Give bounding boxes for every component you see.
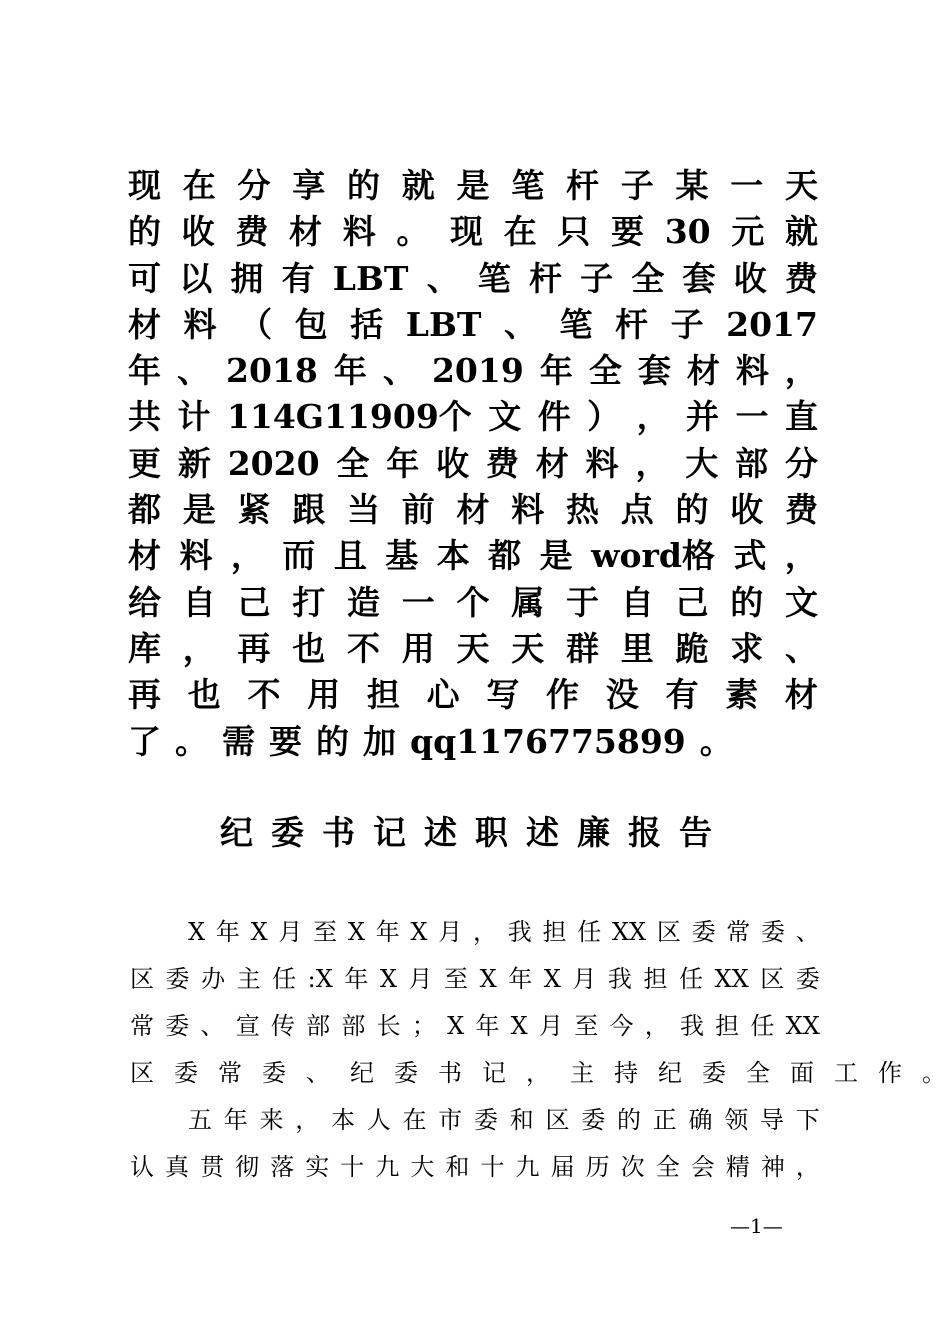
- text-token: 现: [128, 166, 161, 205]
- text-token: 实: [305, 1153, 330, 1181]
- text-token: 、: [426, 258, 460, 298]
- text-token: 就: [785, 212, 818, 252]
- text-token: 直: [784, 397, 818, 437]
- text-token: 月: [278, 918, 303, 946]
- text-token: 大: [410, 1153, 435, 1181]
- promo-line: [128, 163, 818, 209]
- text-token: 分: [237, 166, 271, 205]
- text-token: 前: [401, 490, 435, 530]
- text-token: 纪: [350, 1059, 374, 1087]
- text-token: XX: [611, 918, 647, 946]
- text-token: 30: [664, 212, 711, 252]
- text-token: 确: [688, 1106, 713, 1134]
- text-token: 、: [200, 1012, 225, 1040]
- text-token: 天: [785, 166, 818, 205]
- text-token: 就: [401, 166, 435, 205]
- promo-line: [128, 672, 818, 718]
- text-token: 。: [922, 1059, 946, 1087]
- text-token: :X: [307, 965, 333, 993]
- text-token: 打: [292, 582, 326, 622]
- text-token: 于: [566, 582, 599, 622]
- text-token: ，: [636, 397, 670, 437]
- body-line: [130, 1051, 946, 1098]
- text-token: 委: [165, 1012, 190, 1040]
- text-token: X: [479, 965, 497, 993]
- text-token: 计: [177, 397, 211, 437]
- promo-line: [128, 533, 818, 579]
- text-token: 、: [382, 351, 416, 391]
- text-token: 是: [182, 490, 216, 530]
- text-token: 彻: [235, 1153, 260, 1181]
- text-token: 杆: [566, 166, 599, 205]
- text-token: 一: [730, 166, 764, 205]
- promo-line: [128, 487, 818, 533]
- text-token: 委: [394, 1059, 418, 1087]
- text-token: 要: [611, 212, 645, 252]
- text-token: 本: [331, 1106, 355, 1134]
- text-token: 个: [456, 582, 490, 622]
- text-token: 料: [735, 351, 769, 391]
- text-token: 认: [130, 1153, 154, 1181]
- text-token: 造: [347, 582, 380, 622]
- text-token: 用: [307, 675, 341, 715]
- text-token: 委: [474, 1106, 498, 1134]
- text-token: 。: [699, 721, 733, 761]
- text-token: LBT: [405, 304, 482, 344]
- text-token: 要: [269, 721, 302, 761]
- text-token: 套: [682, 258, 716, 298]
- text-token: 委: [795, 965, 820, 993]
- text-token: ，: [526, 1059, 550, 1087]
- text-token: word格: [591, 536, 715, 576]
- text-token: 部: [306, 1012, 331, 1040]
- text-token: 年: [475, 1012, 500, 1040]
- text-token: 没: [605, 675, 639, 715]
- promo-line: [128, 209, 818, 255]
- text-token: ，: [230, 536, 264, 576]
- text-token: 委: [761, 918, 786, 946]
- text-token: 全: [588, 351, 622, 391]
- text-token: 不: [247, 675, 281, 715]
- text-token: 2019: [431, 351, 524, 391]
- promo-line: [128, 719, 818, 765]
- text-token: 工: [834, 1059, 858, 1087]
- text-token: 材: [535, 443, 569, 483]
- text-token: 求: [730, 628, 764, 668]
- text-token: 料: [179, 536, 213, 576]
- text-token: 都: [128, 490, 161, 530]
- text-token: 记: [482, 1059, 506, 1087]
- text-token: 费: [235, 212, 269, 252]
- text-token: 再: [237, 628, 271, 668]
- text-token: 给: [128, 582, 161, 622]
- text-token: 天: [511, 628, 545, 668]
- text-token: 素: [725, 675, 759, 715]
- text-token: 114G11909个: [226, 397, 472, 437]
- text-token: ，: [182, 628, 216, 668]
- text-token: qq1176775899: [410, 721, 686, 761]
- text-token: 现: [450, 212, 484, 252]
- text-token: 热: [566, 490, 599, 530]
- promo-line: [128, 580, 818, 626]
- text-token: 。: [396, 212, 430, 252]
- text-token: 作: [546, 675, 580, 715]
- text-token: 件: [537, 397, 571, 437]
- text-token: 2018: [226, 351, 318, 391]
- text-token: 的: [617, 1106, 641, 1134]
- text-token: 任: [272, 965, 297, 993]
- text-token: 我: [607, 965, 632, 993]
- text-token: XX: [785, 1012, 820, 1040]
- text-token: 跪: [675, 628, 709, 668]
- text-token: 料: [183, 304, 217, 344]
- text-token: 材: [456, 490, 490, 530]
- text-token: 材: [289, 212, 323, 252]
- text-token: ，: [784, 536, 818, 576]
- text-token: 任: [750, 1012, 775, 1040]
- text-token: 全: [746, 1059, 770, 1087]
- text-token: 收: [733, 258, 767, 298]
- text-token: 在: [182, 166, 216, 205]
- text-token: 库: [128, 628, 161, 668]
- text-token: 年: [333, 351, 367, 391]
- text-token: ，: [295, 1106, 320, 1134]
- text-token: 区: [656, 918, 681, 946]
- text-token: X: [510, 1012, 528, 1040]
- text-token: 神: [760, 1153, 785, 1181]
- text-token: 也: [187, 675, 221, 715]
- text-token: 元: [731, 212, 765, 252]
- text-token: 、: [785, 628, 818, 668]
- text-token: 自: [620, 582, 654, 622]
- text-token: 历: [585, 1153, 610, 1181]
- promo-line: [128, 394, 818, 440]
- promo-line: [128, 348, 818, 394]
- text-token: 写: [486, 675, 520, 715]
- text-token: 并: [686, 397, 720, 437]
- text-token: （: [239, 304, 273, 344]
- text-token: 年: [215, 918, 240, 946]
- text-token: 拥: [230, 258, 264, 298]
- text-token: 在: [402, 1106, 427, 1134]
- text-token: 以: [179, 258, 213, 298]
- text-token: 区: [760, 965, 785, 993]
- text-token: 基: [385, 536, 419, 576]
- text-token: 年: [344, 965, 369, 993]
- text-token: 人: [366, 1106, 391, 1134]
- text-token: 月: [408, 965, 433, 993]
- text-token: X: [447, 1012, 465, 1040]
- text-token: 的: [347, 166, 380, 205]
- text-token: 需: [222, 721, 255, 761]
- text-token: 一: [735, 397, 769, 437]
- text-token: 委: [174, 1059, 198, 1087]
- text-token: 我: [679, 1012, 704, 1040]
- text-token: 而: [282, 536, 316, 576]
- text-token: 享: [292, 166, 326, 205]
- text-token: 区: [130, 965, 154, 993]
- text-token: 子: [580, 258, 614, 298]
- body-line: [130, 957, 820, 1004]
- text-token: 杆: [615, 304, 649, 344]
- text-token: X: [410, 918, 428, 946]
- text-token: 料: [585, 443, 619, 483]
- text-token: 传: [270, 1012, 295, 1040]
- promo-line: [128, 626, 818, 672]
- text-token: 材: [784, 675, 818, 715]
- text-token: 材: [686, 351, 720, 391]
- text-token: 里: [620, 628, 654, 668]
- text-token: 常: [130, 1012, 154, 1040]
- text-token: 、: [795, 918, 820, 946]
- text-token: 杆: [528, 258, 562, 298]
- text-token: 材: [128, 536, 161, 576]
- text-token: 心: [426, 675, 460, 715]
- text-token: 的: [730, 582, 764, 622]
- text-token: 收: [730, 490, 764, 530]
- text-token: 至: [444, 965, 469, 993]
- text-token: 年: [375, 918, 400, 946]
- text-token: 套: [637, 351, 671, 391]
- text-token: 担: [366, 675, 400, 715]
- text-token: 办: [201, 965, 226, 993]
- page-number: —1—: [730, 1214, 783, 1238]
- text-token: 九: [375, 1153, 400, 1181]
- text-token: 笔: [477, 258, 511, 298]
- text-token: 九: [515, 1153, 540, 1181]
- text-token: 属: [511, 582, 545, 622]
- text-token: 点: [620, 490, 654, 530]
- body-line: [130, 1004, 820, 1051]
- text-token: 五: [188, 1106, 212, 1134]
- text-token: 领: [724, 1106, 749, 1134]
- text-token: 任: [678, 965, 703, 993]
- text-token: 区: [545, 1106, 570, 1134]
- text-token: 是: [456, 166, 490, 205]
- text-token: 用: [401, 628, 435, 668]
- text-token: 次: [620, 1153, 645, 1181]
- text-token: 己: [237, 582, 271, 622]
- text-token: 月: [539, 1012, 563, 1040]
- text-token: 年: [128, 351, 161, 391]
- text-token: 收: [181, 212, 215, 252]
- body-paragraphs: [130, 910, 946, 1192]
- text-token: XX: [714, 965, 749, 993]
- text-token: 群: [566, 628, 599, 668]
- text-token: 全: [655, 1153, 680, 1181]
- text-token: 至: [313, 918, 338, 946]
- text-token: 来: [259, 1106, 284, 1134]
- text-token: 年: [539, 351, 573, 391]
- text-token: 笔: [559, 304, 593, 344]
- text-token: 届: [550, 1153, 575, 1181]
- text-token: 费: [784, 258, 818, 298]
- text-token: 、: [177, 351, 211, 391]
- text-token: 委: [581, 1106, 606, 1134]
- text-token: ，: [795, 1153, 820, 1181]
- text-token: ，: [784, 351, 818, 391]
- text-token: 部: [341, 1012, 366, 1040]
- text-token: 的: [316, 721, 349, 761]
- text-token: 和: [445, 1153, 470, 1181]
- text-token: 至: [574, 1012, 599, 1040]
- text-token: 市: [438, 1106, 463, 1134]
- text-token: 是: [539, 536, 573, 576]
- text-token: 子: [620, 166, 654, 205]
- text-token: 分: [784, 443, 818, 483]
- text-token: 区: [130, 1059, 154, 1087]
- text-token: 子: [670, 304, 704, 344]
- body-line: [130, 1098, 820, 1145]
- text-token: 纪: [658, 1059, 682, 1087]
- text-token: 作: [878, 1059, 902, 1087]
- text-token: ）: [587, 397, 621, 437]
- body-line: [130, 1145, 820, 1192]
- text-token: 2020: [227, 443, 320, 483]
- text-token: 料: [511, 490, 545, 530]
- text-token: 加: [363, 721, 396, 761]
- text-token: 跟: [292, 490, 326, 530]
- text-token: 费: [485, 443, 519, 483]
- text-token: 共: [128, 397, 161, 437]
- text-token: 主: [570, 1059, 594, 1087]
- text-token: 大: [685, 443, 719, 483]
- text-token: 笔: [511, 166, 545, 205]
- text-token: 的: [675, 490, 709, 530]
- text-token: 落: [270, 1153, 295, 1181]
- text-token: 包: [294, 304, 328, 344]
- text-token: 担: [715, 1012, 740, 1040]
- text-token: 今: [609, 1012, 634, 1040]
- text-token: 新: [177, 443, 211, 483]
- text-token: 不: [347, 628, 380, 668]
- text-token: 委: [702, 1059, 726, 1087]
- text-token: 2017: [726, 304, 818, 344]
- text-token: 自: [182, 582, 216, 622]
- text-token: 当: [347, 490, 380, 530]
- text-token: LBT: [332, 258, 409, 298]
- text-token: 己: [675, 582, 709, 622]
- text-token: 月: [572, 965, 597, 993]
- text-token: ，: [635, 443, 669, 483]
- text-token: X: [543, 965, 561, 993]
- text-token: X: [188, 918, 206, 946]
- text-token: ，: [472, 918, 497, 946]
- text-token: 的: [128, 212, 161, 252]
- text-token: 再: [128, 675, 161, 715]
- text-token: 十: [340, 1153, 365, 1181]
- text-token: 、: [306, 1059, 330, 1087]
- promo-paragraph: [128, 163, 818, 765]
- text-token: 年: [223, 1106, 248, 1134]
- text-token: 某: [675, 166, 709, 205]
- text-token: X: [379, 965, 397, 993]
- text-token: 一: [401, 582, 435, 622]
- text-token: 天: [456, 628, 490, 668]
- text-token: 本: [436, 536, 470, 576]
- text-token: 收: [436, 443, 470, 483]
- text-token: 了: [128, 721, 161, 761]
- text-token: 导: [760, 1106, 784, 1134]
- text-token: ，: [644, 1012, 669, 1040]
- text-token: 委: [262, 1059, 286, 1087]
- text-token: 且: [333, 536, 367, 576]
- text-token: 有: [281, 258, 315, 298]
- text-token: 更: [128, 443, 161, 483]
- text-token: 括: [350, 304, 384, 344]
- text-token: 贯: [200, 1153, 225, 1181]
- text-token: 我: [507, 918, 532, 946]
- body-line: [130, 910, 820, 957]
- text-token: 书: [438, 1059, 462, 1087]
- text-token: 年: [386, 443, 420, 483]
- text-token: 费: [785, 490, 818, 530]
- text-token: 文: [785, 582, 818, 622]
- text-token: 面: [790, 1059, 814, 1087]
- text-token: 料: [342, 212, 376, 252]
- promo-line: [128, 441, 818, 487]
- text-token: 常: [218, 1059, 242, 1087]
- text-token: ；: [411, 1012, 436, 1040]
- text-token: 担: [643, 965, 668, 993]
- text-token: 委: [691, 918, 716, 946]
- text-token: 式: [733, 536, 767, 576]
- text-token: 宣: [235, 1012, 260, 1040]
- text-token: 可: [128, 258, 161, 298]
- text-token: 正: [652, 1106, 677, 1134]
- text-token: 下: [795, 1106, 820, 1134]
- text-token: 。: [175, 721, 208, 761]
- text-token: X: [347, 918, 365, 946]
- text-token: 、: [503, 304, 537, 344]
- text-token: 全: [336, 443, 370, 483]
- text-token: 年: [508, 965, 533, 993]
- text-token: 十: [480, 1153, 505, 1181]
- text-token: 任: [577, 918, 602, 946]
- text-token: 委: [165, 965, 190, 993]
- text-token: 精: [725, 1153, 750, 1181]
- promo-line: [128, 302, 818, 348]
- text-token: 主: [236, 965, 261, 993]
- text-token: 紧: [237, 490, 271, 530]
- text-token: 全: [631, 258, 665, 298]
- text-token: 在: [503, 212, 537, 252]
- text-token: 部: [735, 443, 769, 483]
- text-token: 也: [292, 628, 326, 668]
- text-token: 持: [614, 1059, 638, 1087]
- text-token: 和: [509, 1106, 534, 1134]
- text-token: X: [250, 918, 268, 946]
- text-token: 材: [128, 304, 161, 344]
- text-token: 文: [488, 397, 522, 437]
- text-token: 真: [165, 1153, 190, 1181]
- promo-line: [128, 256, 818, 302]
- text-token: 担: [542, 918, 567, 946]
- text-token: 长: [376, 1012, 401, 1040]
- text-token: 会: [690, 1153, 715, 1181]
- text-token: 只: [557, 212, 591, 252]
- document-title: 纪委书记述职述廉报告: [220, 813, 730, 852]
- text-token: 有: [665, 675, 699, 715]
- text-token: 常: [726, 918, 751, 946]
- text-token: 都: [488, 536, 522, 576]
- text-token: 月: [438, 918, 463, 946]
